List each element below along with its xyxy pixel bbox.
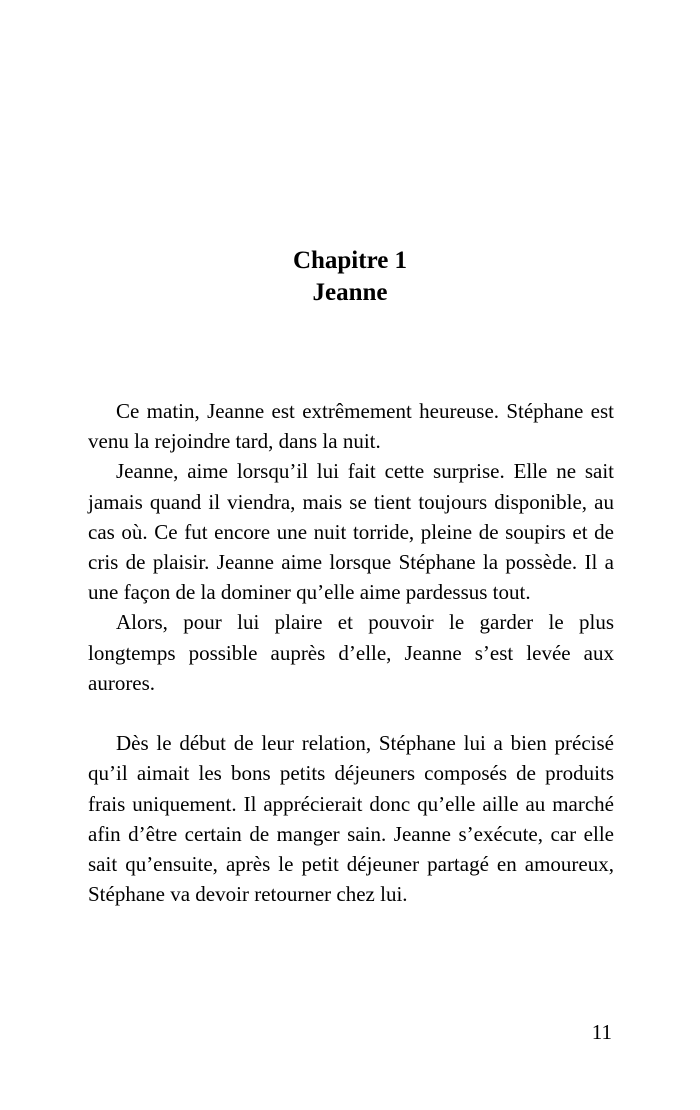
body-text — [88, 396, 614, 909]
chapter-title: Jeanne — [312, 279, 388, 306]
chapter-number-label: Chapitre 1 — [292, 247, 408, 274]
chapter-heading — [0, 245, 700, 309]
paragraph-1: Ce matin, Jeanne est extrêmement heureuse. Stéphane est venu la rejoindre tard, dans la nuit. — [88, 399, 614, 454]
paragraph-2: Jeanne, aime lorsqu’il lui fait cette surprise. Elle ne sait jamais quand il viendra, mais se tient toujours disponible, au cas où. Ce fut encore une nuit torride, pleine de soupirs et de cris de plaisir. Jeanne aime lorsque Stéphane la possède. Il a une façon de la dominer qu’elle aime pardessus tout. — [88, 459, 614, 605]
page-number: 11 — [591, 1020, 612, 1044]
paragraph-4: Dès le début de leur relation, Stéphane lui a bien précisé qu’il aimait les bons petits déjeuners composés de produits frais uniquement. Il apprécierait donc qu’elle aille au marché afin d’être certain de manger sain. Jeanne s’exécute, car elle sait qu’ensuite, après le petit déjeuner partagé en amoureux, Stéphane va devoir retourner chez lui. — [88, 731, 614, 907]
paragraph-3: Alors, pour lui plaire et pouvoir le garder le plus longtemps possible auprès d’elle, Jeanne s’est levée aux aurores. — [88, 610, 614, 695]
